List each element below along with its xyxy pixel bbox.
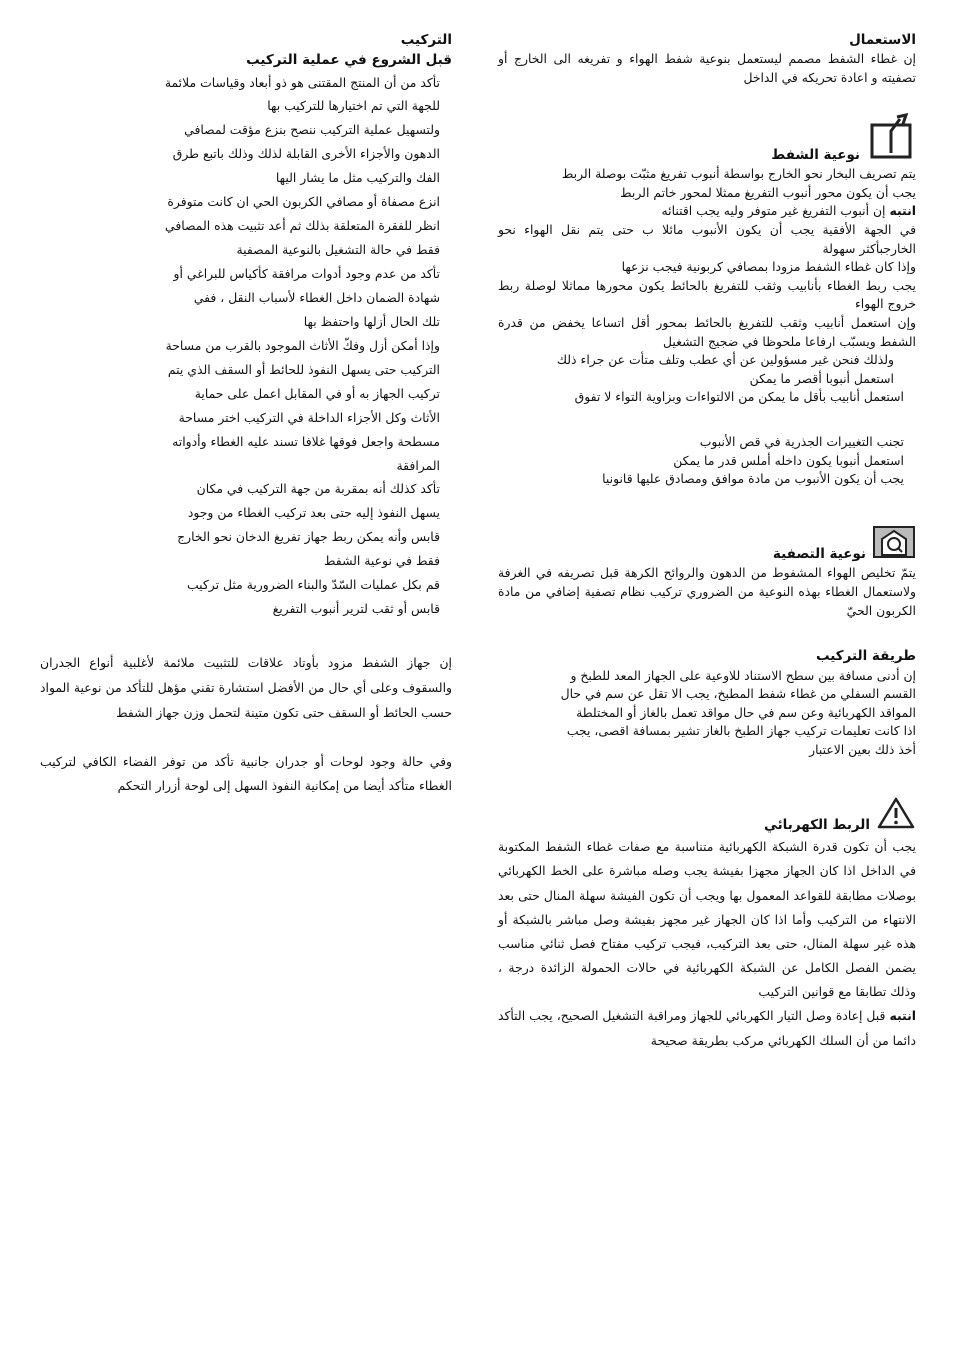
installation-line: الدهون والأجزاء الأخرى القابلة لذلك وذلك باتبع طرق: [172, 146, 440, 162]
install-method-line: اذا كانت تعليمات تركيب جهاز الطبخ بالغاز تشير بمسافة اقصى، يجب: [566, 723, 916, 739]
installation-line: فقط في حالة التشغيل بالنوعية المصفية: [236, 242, 440, 258]
installation-line: التركيب حتى يسهل النفوذ للحائط أو السقف الذي يتم: [167, 361, 440, 377]
installation-line: قم بكل عمليات السّدّ والبناء الضرورية مثل تركيب: [186, 577, 440, 593]
install-method-line: القسم السفلي من غطاء شفط المطبخ، يجب الا تقل عن سم في حال: [560, 686, 916, 702]
usage-title: الاستعمال: [849, 32, 916, 48]
installation-line: وإذا أمكن أزل وفكّ الأثاث الموجود بالقرب من مساحة: [165, 337, 440, 353]
suction-line: وإذا كان غطاء الشفط مزودا بمصافي كربونية فيجب نزعها: [621, 259, 916, 275]
suction-warning: [498, 202, 916, 221]
usage-text: إن غطاء الشفط مصمم ليستعمل بنوعية شفط الهواء و تفريغه الى الخارج أو تصفيته و اعادة تحريكه في الداخل: [498, 51, 916, 85]
suction-line: في الجهة الأفقية يجب أن يكون الأنبوب مائلا ب حتى يتم نقل الهواء نحو الخارجبأكثر سهولة: [498, 221, 916, 256]
electrical-text: يجب أن تكون قدرة الشبكة الكهربائية متناسبة مع صفات غطاء الشفط المكتوبة في الداخل اذا كان الجهاز مجهزا بفيشة يجب وصله مباشرة على الخط الكهربائي بوصلات مطابقة للقواعد المعمول بها ويجب أن تكون الفيشة سهلة المنال حتى بعد الانتهاء من التركيب وأما اذا كان الجهاز غير مجهز بفيشة وصل مباشر بالشبكة أو هذه غير سهلة المنال، حتى بعد التركيب، فيجب تركيب مفتاح فصل ثنائي مناسب يضمن الفصل الكامل عن الشبكة الكهربائية في حالات الحمولة الزائدة درجة ، وذلك تطابقا مع قوانين التركيب: [498, 839, 916, 1000]
suction-bullet: تجنب التغييرات الجذرية في قص الأنبوب: [699, 434, 904, 449]
suction-indented-line: ولذلك فنحن غير مسؤولين عن أي عطب وتلف متأت عن جراء ذلك: [556, 352, 894, 368]
suction-heading: [498, 113, 916, 165]
warning-triangle-icon: [876, 796, 916, 836]
electrical-heading: [498, 796, 916, 836]
installation-line: فقط في نوعية الشفط: [324, 553, 440, 569]
suction-title: نوعية الشفط: [771, 146, 860, 163]
installation-line: ولتسهيل عملية التركيب ننصح بنزع مؤقت لمصافي: [184, 122, 440, 138]
suction-line: يتم تصريف البخار نحو الخارج بواسطة أنبوب تفريغ مثبّت بوصلة الربط: [561, 166, 916, 182]
installation-line: تأكد من عدم وجود أدوات مرافقة كأكياس للبراغي أو: [173, 266, 440, 281]
install-method-title: طريقة التركيب: [815, 648, 916, 665]
installation-line: انظر للفقرة المتعلقة بذلك ثم أعد تثبيت هذه المصافي: [165, 218, 440, 234]
warning-label: انتبه: [889, 203, 916, 219]
left-column: [40, 30, 452, 799]
install-method-line: المواقد الكهربائية وعن سم في حال مواقد تعمل بالغاز أو المختلطة: [576, 704, 916, 720]
installation-line: قابس وأنه يمكن ربط جهاز تفريغ الدخان نحو الخارج: [177, 529, 440, 545]
filter-heading: [498, 525, 916, 565]
filter-recirculation-icon: [872, 525, 916, 565]
installation-line: المرافقة: [396, 457, 440, 473]
installation-line: مسطحة واجعل فوقها غلافا تسند عليه الغطاء وأدواته: [172, 433, 440, 449]
electrical-warning: [498, 1004, 916, 1052]
suction-line: وإن استعمل أنابيب وثقب للتفريغ بالحائط بمحور أقل اتساعا يخفض من قدرة الشفط ويسبّب ارفاعا ملحوظا في ضجيج التشغيل: [498, 314, 916, 349]
side-panels-paragraph: وفي حالة وجود لوحات أو جدران جانبية تأكد من توفر الفضاء الكافي لتركيب الغطاء متأكد أيضا من إمكانية النفوذ السهل إلى لوحة أزرار التحكم: [40, 753, 452, 794]
installation-line: يسهل النفوذ إليه حتى بعد تركيب الغطاء من وجود: [187, 505, 440, 521]
filter-title: نوعية التصفية: [772, 546, 866, 563]
installation-line: الأثاث وكل الأجزاء الداخلة في التركيب اختر مساحة: [178, 409, 440, 425]
right-column: [498, 30, 916, 1053]
installation-line: الفك والتركيب مثل ما يشار اليها: [275, 170, 440, 186]
suction-line: يجب أن يكون محور أنبوب التفريغ ممثلا لمحور خاتم الربط: [620, 184, 916, 200]
suction-indented-line: استعمل أنابيب بأقل ما يمكن من الالتواءات وبزاوية التواء لا تفوق: [574, 389, 904, 405]
installation-line: قابس أو ثقب لترير أنبوب التفريغ: [272, 601, 440, 617]
warning-text: قبل إعادة وصل التيار الكهربائي للجهاز ومراقبة التشغيل الصحيح، يجب التأكد دائما من أن السلك الكهربائي مركب بطريقة صحيحة: [498, 1008, 916, 1048]
install-method-line: إن أدنى مسافة بين سطح الاستناد للاوعية على الجهاز المعد للطبخ و: [570, 667, 916, 683]
suction-bullet: يجب أن يكون الأنبوب من مادة موافق ومصادق عليها قانونيا: [602, 471, 904, 487]
filter-text: يتمّ تخليص الهواء المشفوط من الدهون والروائح الكرهة قبل تصريفه في الغرفة ولاستعمال الغطاء بهذه النوعية من الضروري تركيب نظام تصفية إضافي من مادة الكربون الحيّ: [498, 565, 916, 618]
suction-line: يجب ربط الغطاء بأنابيب وثقب للتفريغ بالحائط يكون محورها مماثلا لوصلة ربط خروج الهواء: [498, 277, 916, 312]
suction-indented-line: استعمل أنبوبا أقصر ما يمكن: [749, 370, 894, 386]
electrical-title: الربط الكهربائي: [763, 816, 870, 833]
installation-line: تلك الحال أزلها واحتفظ بها: [303, 313, 440, 329]
anchors-paragraph: إن جهاز الشفط مزود بأوتاد علاقات للتثبيت ملائمة لأغلبية أنواع الجدران والسقوف وعلى أي حال من الأفضل استشارة تقني مؤهل للتأكد من نوعية المواد حسب الحائط أو السقف حتى تكون متينة لتحمل وزن جهاز الشفط: [40, 655, 452, 720]
suction-bullet: استعمل أنبوبا يكون داخله أملس قدر ما يمكن: [673, 452, 904, 468]
installation-line: تركيب الجهاز به أو في المقابل اعمل على حماية: [194, 385, 440, 401]
installation-title: التركيب: [400, 32, 452, 48]
installation-subtitle: قبل الشروع في عملية التركيب: [246, 52, 452, 69]
chimney-vent-icon: [866, 113, 916, 165]
warning-label: انتبه: [889, 1008, 916, 1024]
installation-line: شهادة الضمان داخل الغطاء لأسباب النقل ، ففي: [193, 289, 440, 305]
warning-text: إن أنبوب التفريغ غير متوفر وليه يجب اقتنائه: [661, 203, 886, 219]
installation-line: للجهة التي تم اختيارها للتركيب بها: [267, 98, 440, 114]
installation-line: انزع مصفاة أو مصافي الكربون الحي ان كانت متوفرة: [167, 194, 440, 210]
installation-line: تأكد من أن المنتج المقتنى هو ذو أبعاد وقياسات ملائمة: [164, 74, 440, 90]
installation-line: تأكد كذلك أنه بمقربة من جهة التركيب في مكان: [196, 481, 440, 497]
install-method-line: أخذ ذلك بعين الاعتبار: [809, 741, 916, 757]
